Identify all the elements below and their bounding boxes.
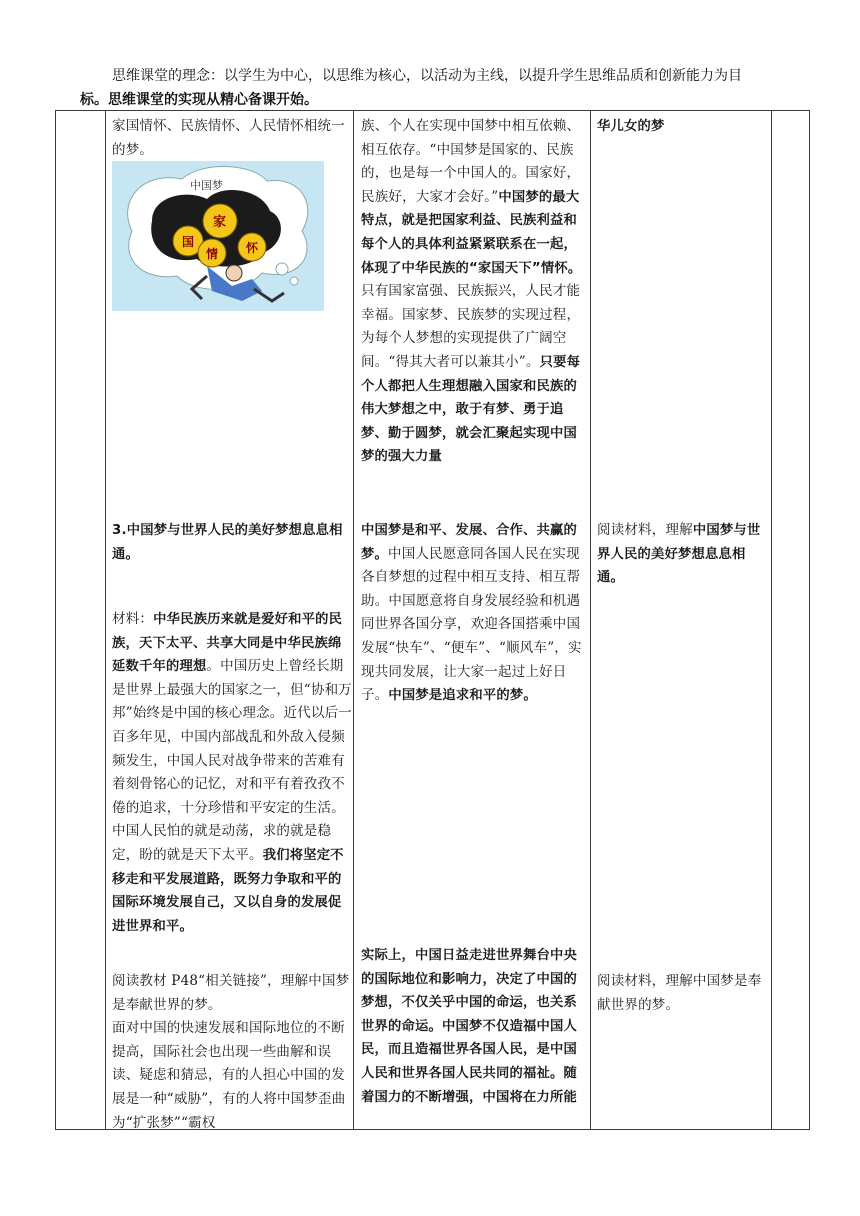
col4-mid-prefix: 阅读材料，理解 <box>597 522 693 538</box>
col4-top-bold: 华儿女的梦 <box>597 119 665 134</box>
image-char-guo: 国 <box>182 235 195 249</box>
header-line-2: 标。思维课堂的实现从精心备课开始。 <box>80 92 318 108</box>
col3-bottom <box>361 944 586 1130</box>
col3-mid-text: 中国人民愿意同各国人民在实现各自梦想的过程中相互支持、相互帮助。中国愿意将自身发展经验和机遇同世界各国分享，欢迎各国搭乘中国发展“快车”、“便车”、“顺风车”，实现共同发展，让大家一起过上好日子。 <box>361 545 582 704</box>
image-char-jia: 家 <box>213 215 227 230</box>
col3-top-text-1: 族、个人在实现中国梦中相互依赖、相互依存。“中国梦是国家的、民族的，也是每一个中国人的。国家好，民族好，大家才会好。” <box>361 118 581 205</box>
col4-bottom-text: 阅读材料，理解中国梦是奉献世界的梦。 <box>597 973 762 1013</box>
material-label: 材料： <box>112 611 154 627</box>
col2-bottom-text: 面对中国的快速发展和国际地位的不断提高，国际社会也出现一些曲解和误读、疑虑和猜忌，有的人担心中国的发展是一种“威胁”，有的人将中国梦歪曲为“扩张梦”“霸权 <box>112 1020 346 1131</box>
image-char-huai: 怀 <box>246 241 259 255</box>
china-dream-cartoon <box>112 161 324 311</box>
header-line-1: 思维课堂的理念：以学生为中心，以思维为核心，以活动为主线，以提升学生思维品质和创新能力为目 <box>112 68 742 84</box>
col3-top-bold-2: 只要每个人都把人生理想融入国家和民族的伟大梦想之中，敢于有梦、勇于追梦、勤于圆梦，就会汇聚起实现中国梦的强大力量 <box>361 354 581 465</box>
col4-bottom <box>597 970 769 1017</box>
material-bold: 中华民族历来就是爱好和平的民族，天下太平、共享大同是中华民族绵延数千年的理想 <box>112 612 343 675</box>
col4-mid-bold: 中国梦与世界人民的美好梦想息息相通。 <box>597 523 761 586</box>
col2-bottom <box>112 970 352 1135</box>
material-end-bold: 我们将坚定不移走和平发展道路，既努力争取和平的国际环境发展自己，又以自身的发展促进世界和平。 <box>112 847 344 934</box>
col3-mid <box>361 519 586 708</box>
material-text: 。中国历史上曾经长期是世界上最强大的国家之一，但“协和万邦”始终是中国的核心理念。近代以后一百多年见，中国内部战乱和外敌入侵频频发生，中国人民对战争带来的苦难有着刻骨铭心的记忆，对和平有着孜孜不倦的追求，十分珍惜和平安定的生活。中国人民怕的就是动荡，求的就是稳定，盼的就是天下太平。 <box>112 658 352 863</box>
col3-mid-bold-2: 中国梦是追求和平的梦。 <box>388 688 537 704</box>
col4-top <box>597 115 767 139</box>
col3-top <box>361 115 586 469</box>
image-caption: 中国梦 <box>190 179 223 192</box>
read-textbook-text: 阅读教材 P48“相关链接”，理解中国梦是奉献世界的梦。 <box>112 973 350 1013</box>
col2-material <box>112 608 352 938</box>
china-dream-illustration <box>112 161 324 311</box>
col4-mid <box>597 519 769 590</box>
image-char-qing: 情 <box>206 247 219 261</box>
page-header <box>80 64 812 112</box>
col3-mid-bold-1: 中国梦是和平、发展、合作、共赢的梦。 <box>361 523 577 562</box>
col3-bottom-bold: 实际上，中国日益走进世界舞台中央的国际地位和影响力，决定了中国的梦想，不仅关乎中国的命运，也关系世界的命运。中国梦不仅造福中国人民，而且造福世界各国人民，是中国人民和世界各国人民共同的福祉。随着国力的不断增强，中国将在力所能 <box>361 948 577 1105</box>
col2-point3: 3.中国梦与世界人民的美好梦想息息相通。 <box>112 523 343 562</box>
col3-top-bold-1: 中国梦的最大特点，就是把国家利益、民族利益和每个人的具体利益紧紧联系在一起，体现了中华民族的“家国天下”情怀。 <box>361 189 582 276</box>
col2-top-text: 家国情怀、民族情怀、人民情怀相统一的梦。 <box>112 118 345 158</box>
col3-top-text-2: 只有国家富强、民族振兴，人民才能幸福。国家梦、民族梦的实现过程，为每个人梦想的实现提供了广阔空间。“得其大者可以兼其小”。 <box>361 283 581 370</box>
